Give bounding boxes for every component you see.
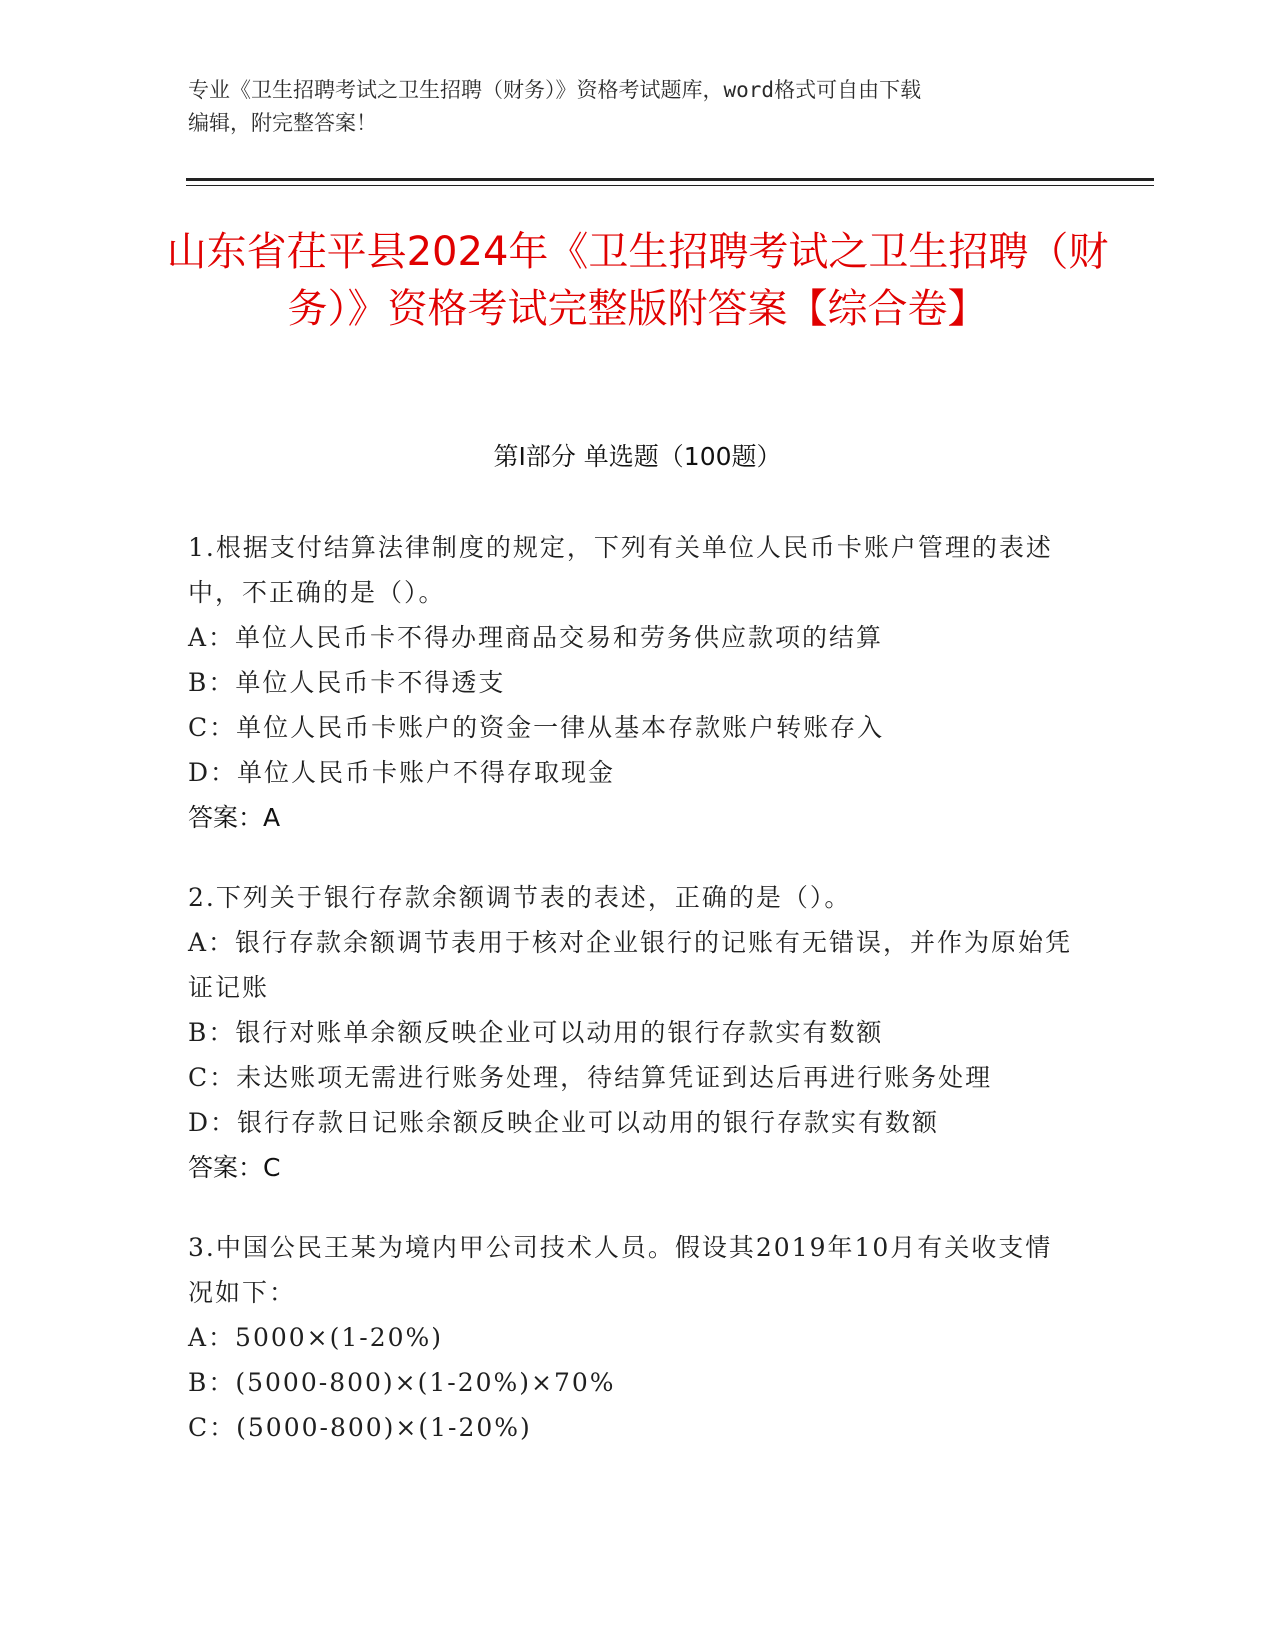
header-divider-thick [186,178,1154,181]
option-c: C：(5000-800)×(1-20%) [188,1413,532,1442]
question-stem: 2.下列关于银行存款余额调节表的表述，正确的是（）。 [188,883,852,912]
header-divider-thin [186,185,1154,186]
option-a: A：银行存款余额调节表用于核对企业银行的记账有无错误，并作为原始凭证记账 [188,928,1073,1002]
answer: 答案：A [188,803,281,832]
header-note [188,74,1088,140]
option-d: D：银行存款日记账余额反映企业可以动用的银行存款实有数额 [188,1108,940,1137]
question-stem: 3.中国公民王某为境内甲公司技术人员。假设其2019年10月有关收支情况如下： [188,1233,1053,1307]
option-c: C：未达账项无需进行账务处理，待结算凭证到达后再进行账务处理 [188,1063,993,1092]
question-2 [188,875,1078,1190]
option-a: A：5000×(1-20%) [188,1323,444,1352]
question-list [188,525,1078,1485]
document-title: 山东省茌平县2024年《卫生招聘考试之卫生招聘（财务）》资格考试完整版附答案【综合卷】 [166,229,1109,332]
option-b: B：银行对账单余额反映企业可以动用的银行存款实有数额 [188,1018,884,1047]
option-c: C：单位人民币卡账户的资金一律从基本存款账户转账存入 [188,713,885,742]
question-stem: 1.根据支付结算法律制度的规定，下列有关单位人民币卡账户管理的表述中，不正确的是（）。 [188,533,1053,607]
header-note-line-2: 编辑，附完整答案！ [188,111,377,135]
question-1 [188,525,1078,840]
option-b: B：(5000-800)×(1-20%)×70% [188,1368,616,1397]
question-3 [188,1225,1078,1450]
header-note-line-1: 专业《卫生招聘考试之卫生招聘（财务）》资格考试题库，word格式可自由下载 [188,78,922,102]
option-d: D：单位人民币卡账户不得存取现金 [188,758,616,787]
option-a: A：单位人民币卡不得办理商品交易和劳务供应款项的结算 [188,623,884,652]
option-b: B：单位人民币卡不得透支 [188,668,506,697]
section-title: 第Ⅰ部分 单选题（100题） [493,442,782,471]
answer: 答案：C [188,1153,281,1182]
